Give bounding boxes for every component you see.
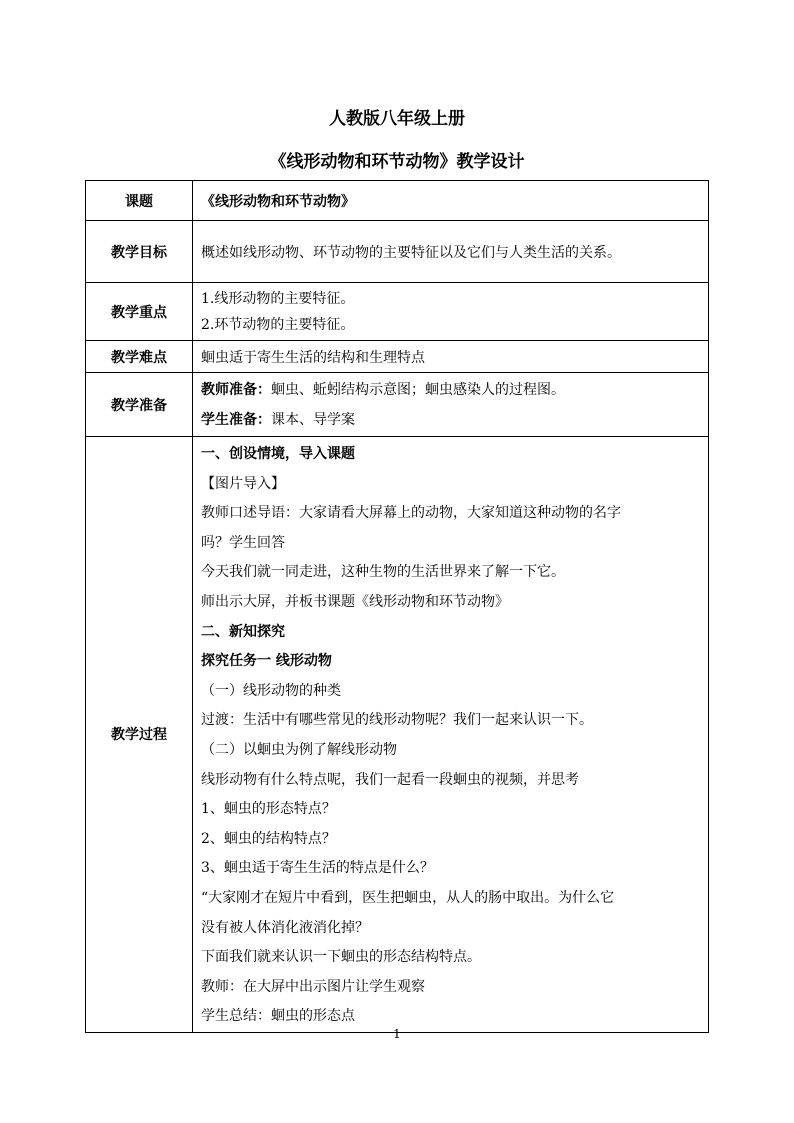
process-line: 今天我们就一同走进，这种生物的生活世界来了解一下它。 bbox=[201, 564, 565, 581]
process-line: 一、创设情境，导入课题 bbox=[201, 446, 355, 462]
process-line: 探究任务一 线形动物 bbox=[201, 653, 332, 670]
process-line: 3、蛔虫适于寄生生活的特点是什么？ bbox=[201, 860, 434, 877]
value-key-points bbox=[193, 283, 709, 341]
document-subtitle: 《线形动物和环节动物》教学设计 bbox=[269, 152, 525, 172]
label-process: 教学过程 bbox=[86, 437, 193, 1033]
document-title: 人教版八年级上册 bbox=[329, 109, 465, 129]
student-prep bbox=[201, 410, 700, 430]
student-prep-value: 课本、导学案 bbox=[271, 411, 355, 428]
process-line: 二、新知探究 bbox=[201, 623, 285, 640]
teacher-prep-value: 蛔虫、蚯蚓结构示意图；蛔虫感染人的过程图。 bbox=[271, 381, 565, 398]
row-key-points bbox=[86, 283, 709, 341]
process-line: 没有被人体消化液消化掉？ bbox=[201, 919, 369, 936]
row-process bbox=[86, 437, 709, 1033]
row-preparation bbox=[86, 373, 709, 437]
value-preparation bbox=[193, 373, 709, 437]
process-line: 2、蛔虫的结构特点？ bbox=[201, 830, 336, 847]
process-line: （一）线形动物的种类 bbox=[201, 682, 341, 699]
value-difficulty: 蛔虫适于寄生生活的结构和生理特点 bbox=[193, 341, 709, 373]
label-difficulty: 教学难点 bbox=[86, 341, 193, 373]
value-process bbox=[193, 437, 709, 1033]
page-number: 1 bbox=[393, 1027, 401, 1041]
process-line: 下面我们就来认识一下蛔虫的形态结构特点。 bbox=[201, 949, 481, 966]
process-line: （二）以蛔虫为例了解线形动物 bbox=[201, 741, 397, 758]
row-topic bbox=[86, 181, 709, 221]
process-line: 1、蛔虫的形态特点？ bbox=[201, 801, 336, 818]
lesson-plan-table bbox=[85, 180, 709, 1033]
value-topic: 《线形动物和环节动物》 bbox=[193, 181, 709, 221]
label-goal: 教学目标 bbox=[86, 221, 193, 283]
process-line: 过渡：生活中有哪些常见的线形动物呢？我们一起来认识一下。 bbox=[201, 712, 593, 729]
process-line: 学生总结：蛔虫的形态点 bbox=[201, 1008, 355, 1025]
student-prep-label: 学生准备： bbox=[201, 411, 271, 428]
teacher-prep-label: 教师准备： bbox=[201, 381, 271, 398]
process-line: “大家刚才在短片中看到，医生把蛔虫，从人的肠中取出。为什么它 bbox=[201, 889, 615, 906]
process-line: 吗？学生回答 bbox=[201, 534, 285, 551]
process-line: 师出示大屏，并板书课题《线形动物和环节动物》 bbox=[201, 593, 509, 610]
value-goal: 概述如线形动物、环节动物的主要特征以及它们与人类生活的关系。 bbox=[193, 221, 709, 283]
key-point-1: 1.线形动物的主要特征。 bbox=[201, 290, 355, 307]
process-line: 教师口述导语：大家请看大屏幕上的动物，大家知道这种动物的名字 bbox=[201, 505, 621, 522]
process-line: 教师：在大屏中出示图片让学生观察 bbox=[201, 978, 425, 995]
teacher-prep bbox=[201, 380, 700, 400]
process-line: 线形动物有什么特点呢，我们一起看一段蛔虫的视频，并思考 bbox=[201, 771, 579, 788]
row-goal bbox=[86, 221, 709, 283]
process-line: 【图片导入】 bbox=[201, 475, 285, 492]
label-topic: 课题 bbox=[86, 181, 193, 221]
key-point-2: 2.环节动物的主要特征。 bbox=[201, 316, 355, 333]
row-difficulty bbox=[86, 341, 709, 373]
label-preparation: 教学准备 bbox=[86, 373, 193, 437]
label-key-points: 教学重点 bbox=[86, 283, 193, 341]
